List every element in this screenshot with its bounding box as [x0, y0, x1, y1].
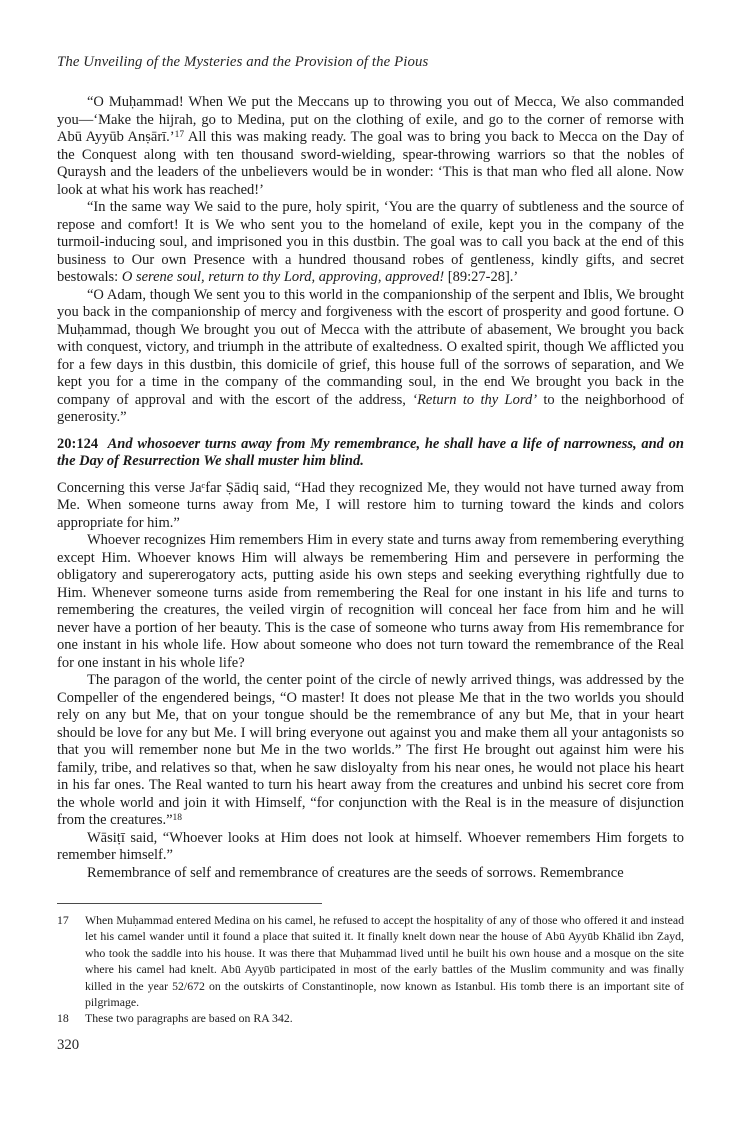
footnote-divider — [57, 903, 322, 904]
footnote-number: 18 — [57, 1011, 69, 1026]
body-paragraph: “O Muḥammad! When We put the Meccans up to throwing you out of Mecca, We also commanded you—‘Make the hijrah, go to Medina, put on the clothing of exile, and go to the corner of remorse with Abū Ayyūb Anṣārī.’$^{17}$ All this was making ready. The goal was to bring you back to Mecca on the Day of the Conquest along with ten thousand sword-wielding, spear-throwing warriors so that the nobles of Quraysh and the leaders of the unbelievers would be in wonder: ‘This is that man who fled all alone. Now look at what his work has reached!’ — [57, 94, 684, 198]
body-paragraph: Wāsiṭī said, “Whoever looks at Him does not look at himself. Whoever remembers Him forgets to remember himself.” — [57, 829, 684, 863]
body-paragraph: Whoever recognizes Him remembers Him in every state and turns away from remembering everything except Him. Whoever knows Him will always be remembering Him and persevere in performing the obligatory and supererogatory acts, putting aside his own steps and seeking everything rightfully due to Him. Whenever someone turns aside from remembering the Real for one instant in his life and turns to remembering the creatures, the veiled virgin of recognition will conceal her face from him and he will never have a portion of her beauty. This is the case of someone who turns away from His remembrance for one instant in his whole life. How about someone who does not turn toward the remembrance of the Real for one instant in his whole life? — [57, 532, 684, 671]
footnote-reference: 18 — [172, 812, 183, 823]
footnote-area — [57, 903, 684, 1027]
body-paragraph: Concerning this verse Jaᶜfar Ṣādiq said, “Had they recognized Me, they would not have turned away from Me. When someone turns away from Me, I will restore him to turning toward the kinds and colors appropriate for him.” — [57, 479, 684, 531]
footnote-number: 17 — [57, 913, 69, 927]
footnote — [57, 1010, 684, 1026]
footnote-reference: 17 — [174, 129, 185, 140]
footnote — [57, 912, 684, 1010]
footnote-text: These two paragraphs are based on RA 342. — [85, 1011, 293, 1026]
body-paragraph: “O Adam, though We sent you to this world in the companionship of the serpent and Iblis, We brought you back in the companionship of mercy and forgiveness with the escort of prosperity and good fortune. O Muḥammad, though We brought you out of Mecca with the attribute of abasement, We brought you back with conquest, victory, and triumph in the attribute of exaltedness. O exalted spirit, though We afflicted you for a few days in this dustbin, this domicile of grief, this house full of the sorrows of separation, and We kept you for a time in the company of the commanding soul, in the end We brought you back in the company of approval and with the escort of the address, ‘Return to thy Lord’ to the neighborhood of generosity.” — [57, 286, 684, 425]
body-paragraph: “In the same way We said to the pure, holy spirit, ‘You are the quarry of subtleness and the source of repose and comfort! It is We who sent you to the homeland of exile, kept you in the company of the turmoil-inducing soul, and imprisoned you in this dustbin. The goal was to call you back at the end of this business to Our own Presence with a hundred thousand robes of gentleness, kindly gifts, and secret bestowals: O serene soul, return to thy Lord, approving, approved! [89:27-28].’ — [57, 199, 684, 285]
running-header: The Unveiling of the Mysteries and the Provision of the Pious — [57, 54, 429, 70]
quran-verse-paragraph: 20:124 And whosoever turns away from My remembrance, he shall have a life of narrowness, and on the Day of Resurrection We shall muster him blind. — [57, 435, 684, 469]
page-number: 320 — [57, 1037, 80, 1053]
footnote-text: When Muḥammad entered Medina on his camel, he refused to accept the hospitality of any of those who offered it and instead let his camel wander until it found a place that suited it. It finally knelt down near the house of Abū Ayyūb Khālid ibn Zayd, who took the saddle into his house. It was there that Muḥammad lived until he built his own house and a mosque on the site where his camel had knelt. Abū Ayyūb participated in most of the early battles of the Muslim community and was finally killed in the year 52/672 on the outskirts of Constantinople, now known as Istanbul. His tomb there is an important site of pilgrimage. — [85, 913, 684, 1010]
body-paragraph: The paragon of the world, the center point of the circle of newly arrived things, was addressed by the Compeller of the engendered beings, “O master! It does not please Me that in the two worlds you should rely on any but Me, that on your tongue should be the remembrance of any but Me, that in your heart should be love for any but Me. I will bring everyone out against you and make them all your antagonists so that you will remember none but Me in the two worlds.” The first He brought out against him were his family, tribe, and relatives so that, when he saw disloyalty from his near ones, he would not place his heart in his far ones. The Real wanted to turn his heart away from the creatures and unbind his secret core from the whole world and join it with Himself, “for conjunction with the Real is in the measure of disjunction from the creatures.”$^{18}$ — [57, 672, 684, 828]
body-paragraph: Remembrance of self and remembrance of creatures are the seeds of sorrows. Remembrance — [87, 864, 624, 881]
main-text — [57, 94, 684, 882]
footnote-list — [57, 912, 684, 1027]
